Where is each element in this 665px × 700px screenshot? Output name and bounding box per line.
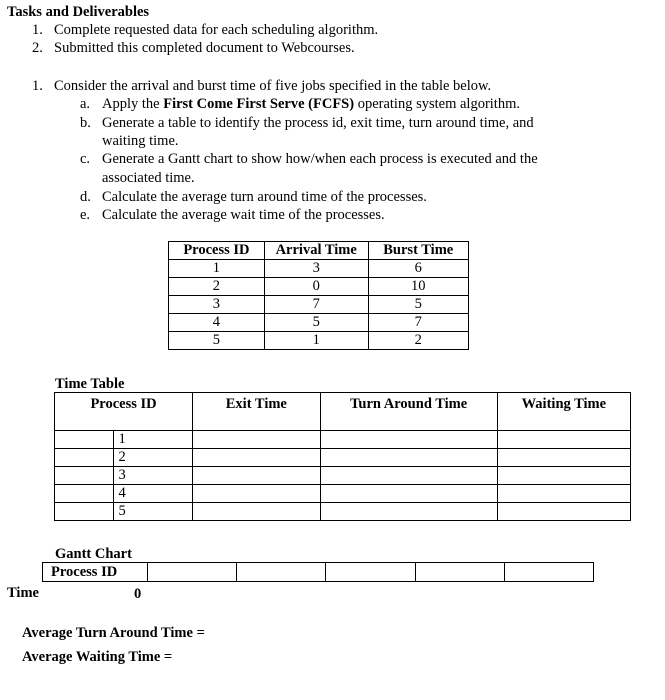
- cell-exit-time[interactable]: [193, 485, 321, 503]
- question-text: Consider the arrival and burst time of five jobs specified in the table below.: [54, 78, 492, 94]
- heading: Tasks and Deliverables: [7, 4, 150, 20]
- gantt-slot[interactable]: [504, 563, 593, 582]
- cell-waiting-time[interactable]: [497, 431, 630, 449]
- header-exit-time: Exit Time: [193, 393, 321, 431]
- subitem-letter: a.: [80, 96, 91, 112]
- gantt-chart: [42, 562, 594, 582]
- gantt-slot[interactable]: [237, 563, 326, 582]
- task-number: 1.: [32, 22, 43, 38]
- jobs-table-header: [169, 242, 469, 260]
- question-number: 1.: [32, 78, 43, 94]
- jobs-table: [168, 241, 469, 350]
- cell-turn-around-time[interactable]: [320, 467, 497, 485]
- cell-arrival-time: 3: [264, 260, 368, 278]
- cell-process-id: 1: [169, 260, 265, 278]
- subitem-c: [80, 150, 538, 168]
- header-turn-around-time: Turn Around Time: [320, 393, 497, 431]
- gantt-row-label: Process ID: [43, 563, 148, 582]
- gantt-row: [43, 563, 594, 582]
- table-row: [55, 431, 631, 449]
- row-spacer: [55, 503, 114, 521]
- subitem-letter: e.: [80, 207, 91, 223]
- table-row: [169, 332, 469, 350]
- cell-process-id: 5: [113, 503, 193, 521]
- subitem-text: Apply the: [102, 96, 164, 112]
- cell-burst-time: 6: [368, 260, 468, 278]
- table-row: [55, 503, 631, 521]
- cell-exit-time[interactable]: [193, 431, 321, 449]
- time-table-title: Time Table: [55, 376, 125, 392]
- cell-process-id: 2: [169, 278, 265, 296]
- gantt-start-time: 0: [134, 586, 142, 602]
- cell-exit-time[interactable]: [193, 449, 321, 467]
- header-burst-time: Burst Time: [368, 242, 468, 260]
- table-row: [169, 278, 469, 296]
- table-row: [169, 314, 469, 332]
- table-row: [55, 449, 631, 467]
- cell-process-id: 1: [113, 431, 193, 449]
- cell-process-id: 4: [169, 314, 265, 332]
- table-row: [169, 296, 469, 314]
- time-table-header: [55, 393, 631, 431]
- cell-process-id: 3: [113, 467, 193, 485]
- cell-waiting-time[interactable]: [497, 485, 630, 503]
- cell-burst-time: 7: [368, 314, 468, 332]
- task-text: Complete requested data for each scheduling algorithm.: [54, 22, 379, 38]
- cell-waiting-time[interactable]: [497, 467, 630, 485]
- header-process-id-label: Process ID: [90, 396, 157, 412]
- algorithm-name: First Come First Serve (FCFS): [163, 96, 355, 112]
- cell-burst-time: 2: [368, 332, 468, 350]
- row-spacer: [55, 467, 114, 485]
- cell-turn-around-time[interactable]: [320, 449, 497, 467]
- header-arrival-time: Arrival Time: [264, 242, 368, 260]
- subitem-a: [80, 95, 520, 113]
- time-table: [54, 392, 631, 521]
- task-text: Submitted this completed document to Webcourses.: [54, 40, 355, 56]
- subitem-c-line2: associated time.: [102, 170, 195, 186]
- cell-exit-time[interactable]: [193, 467, 321, 485]
- cell-arrival-time: 7: [264, 296, 368, 314]
- cell-burst-time: 5: [368, 296, 468, 314]
- subitem-d: [80, 188, 427, 206]
- cell-process-id: 5: [169, 332, 265, 350]
- cell-turn-around-time[interactable]: [320, 485, 497, 503]
- cell-burst-time: 10: [368, 278, 468, 296]
- cell-waiting-time[interactable]: [497, 503, 630, 521]
- subitem-b: [80, 114, 534, 132]
- subitem-e: [80, 206, 385, 224]
- task-item-2: [32, 39, 355, 57]
- table-row: [55, 485, 631, 503]
- cell-waiting-time[interactable]: [497, 449, 630, 467]
- header-process-id: Process ID: [169, 242, 265, 260]
- subitem-text: Generate a Gantt chart to show how/when each process is executed and the: [102, 151, 538, 167]
- row-spacer: [55, 485, 114, 503]
- subitem-letter: b.: [80, 115, 91, 131]
- header-waiting-time: Waiting Time: [497, 393, 630, 431]
- subitem-text: Generate a table to identify the process id, exit time, turn around time, and: [102, 115, 534, 131]
- cell-process-id: 3: [169, 296, 265, 314]
- cell-turn-around-time[interactable]: [320, 431, 497, 449]
- question-intro: [32, 77, 491, 95]
- gantt-slot[interactable]: [147, 563, 236, 582]
- cell-process-id: 2: [113, 449, 193, 467]
- gantt-slot[interactable]: [326, 563, 415, 582]
- average-turnaround-label: Average Turn Around Time =: [22, 625, 205, 641]
- subitem-text: Calculate the average wait time of the processes.: [102, 207, 385, 223]
- cell-exit-time[interactable]: [193, 503, 321, 521]
- gantt-slot[interactable]: [415, 563, 504, 582]
- table-row: [169, 260, 469, 278]
- cell-arrival-time: 5: [264, 314, 368, 332]
- cell-arrival-time: 1: [264, 332, 368, 350]
- subitem-text: Calculate the average turn around time of the processes.: [102, 189, 427, 205]
- cell-turn-around-time[interactable]: [320, 503, 497, 521]
- cell-process-id: 4: [113, 485, 193, 503]
- task-item-1: [32, 21, 378, 39]
- header-process-id: [55, 393, 193, 431]
- subitem-b-line2: waiting time.: [102, 133, 179, 149]
- subitem-letter: d.: [80, 189, 91, 205]
- cell-arrival-time: 0: [264, 278, 368, 296]
- task-number: 2.: [32, 40, 43, 56]
- subitem-text: operating system algorithm.: [354, 96, 520, 112]
- row-spacer: [55, 431, 114, 449]
- row-spacer: [55, 449, 114, 467]
- gantt-time-label: Time: [7, 585, 39, 601]
- subitem-letter: c.: [80, 151, 91, 167]
- table-row: [55, 467, 631, 485]
- gantt-title: Gantt Chart: [55, 546, 132, 562]
- average-waiting-label: Average Waiting Time =: [22, 649, 173, 665]
